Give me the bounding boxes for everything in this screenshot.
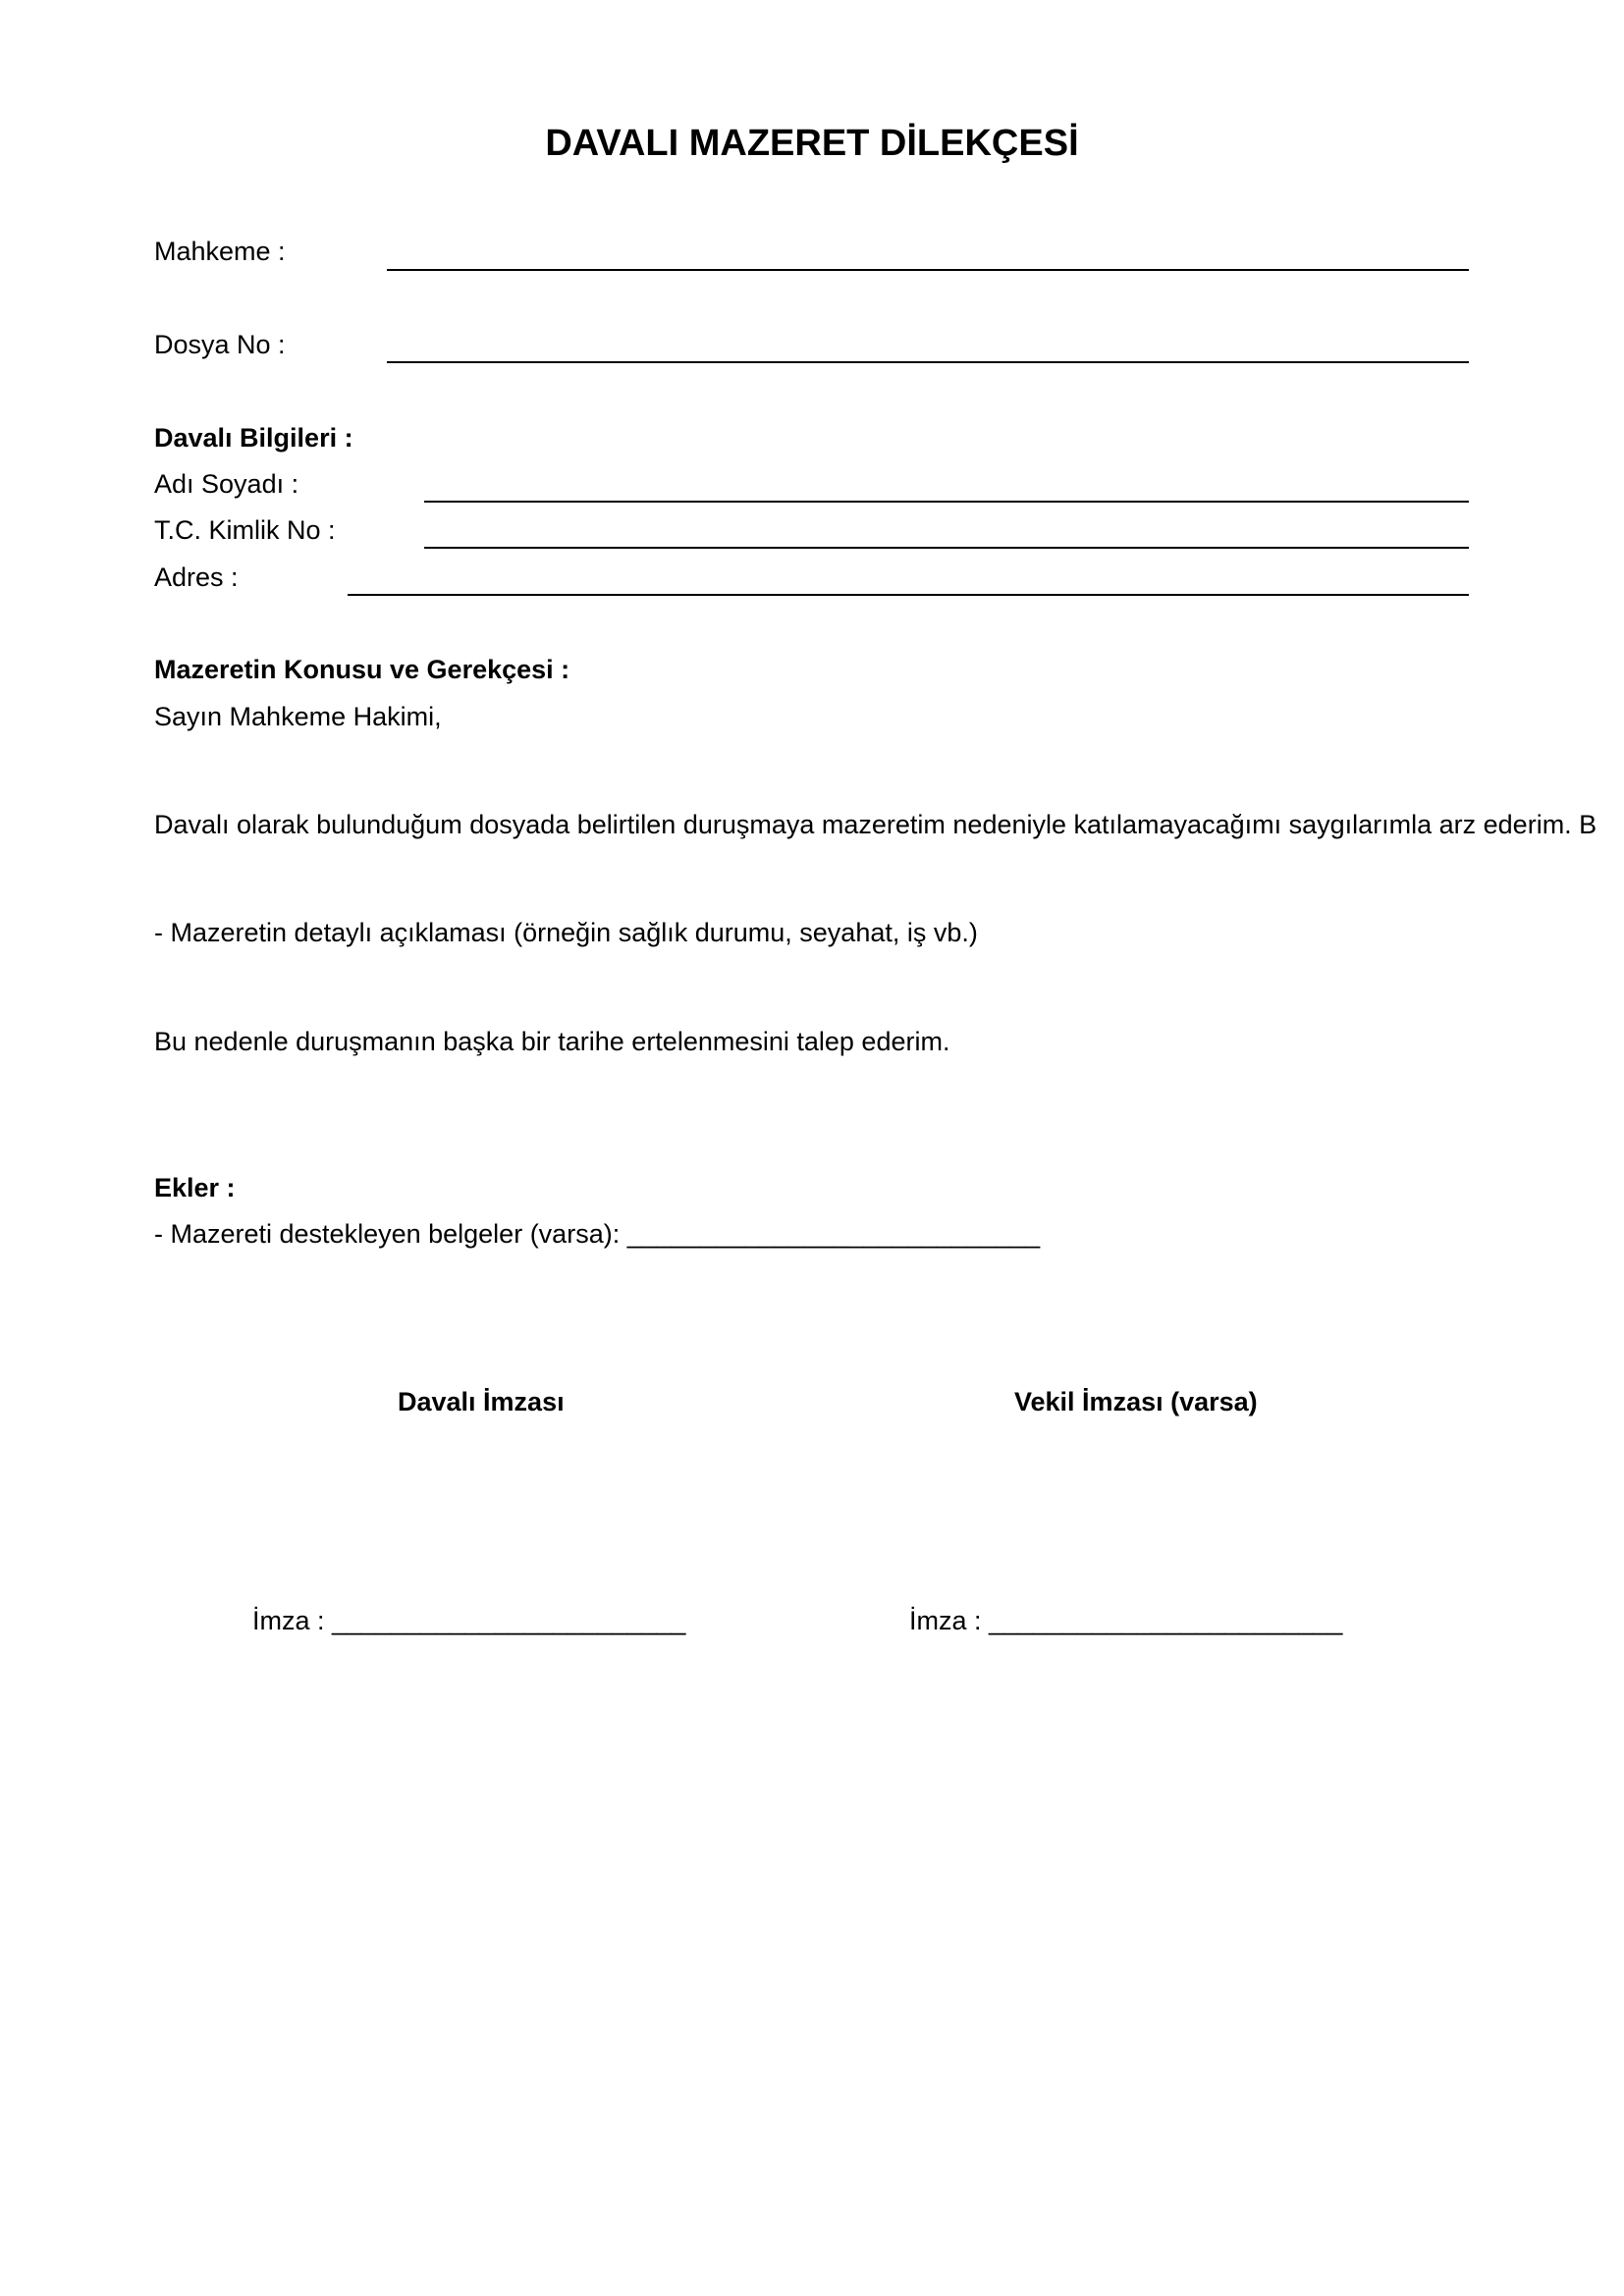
defendant-heading: Davalı Bilgileri : — [154, 423, 353, 453]
excuse-paragraph: Davalı olarak bulunduğum dosyada belirtilen duruşmaya mazeretim nedeniyle katılamayacağımı saygılarımla arz ederim. B — [154, 810, 1597, 839]
postponement-request: Bu nedenle duruşmanın başka bir tarihe ertelenmesini talep ederim. — [154, 1027, 950, 1056]
salutation: Sayın Mahkeme Hakimi, — [154, 702, 442, 731]
defendant-address-field-line[interactable] — [348, 594, 1469, 596]
attachments-heading: Ekler : — [154, 1173, 236, 1202]
court-label: Mahkeme : — [154, 237, 286, 266]
excuse-detail: - Mazeretin detaylı açıklaması (örneğin sağlık durumu, seyahat, iş vb.) — [154, 918, 978, 947]
defendant-id-label: T.C. Kimlik No : — [154, 515, 336, 545]
defendant-id-field-line[interactable] — [424, 547, 1469, 549]
file-no-label: Dosya No : — [154, 330, 286, 359]
defendant-signature-heading: Davalı İmzası — [398, 1387, 565, 1416]
file-no-field-line[interactable] — [387, 361, 1469, 363]
document-title: DAVALI MAZERET DİLEKÇESİ — [545, 123, 1079, 164]
defendant-signature-line: İmza : ________________________ — [252, 1606, 686, 1635]
attorney-signature-line: İmza : ________________________ — [909, 1606, 1343, 1635]
attorney-signature-heading: Vekil İmzası (varsa) — [1014, 1387, 1258, 1416]
attachment-item: - Mazereti destekleyen belgeler (varsa): ____________________________ — [154, 1219, 1041, 1249]
court-field-line[interactable] — [387, 269, 1469, 271]
defendant-name-field-line[interactable] — [424, 501, 1469, 503]
defendant-name-label: Adı Soyadı : — [154, 469, 299, 499]
excuse-heading: Mazeretin Konusu ve Gerekçesi : — [154, 655, 570, 684]
defendant-address-label: Adres : — [154, 562, 239, 592]
